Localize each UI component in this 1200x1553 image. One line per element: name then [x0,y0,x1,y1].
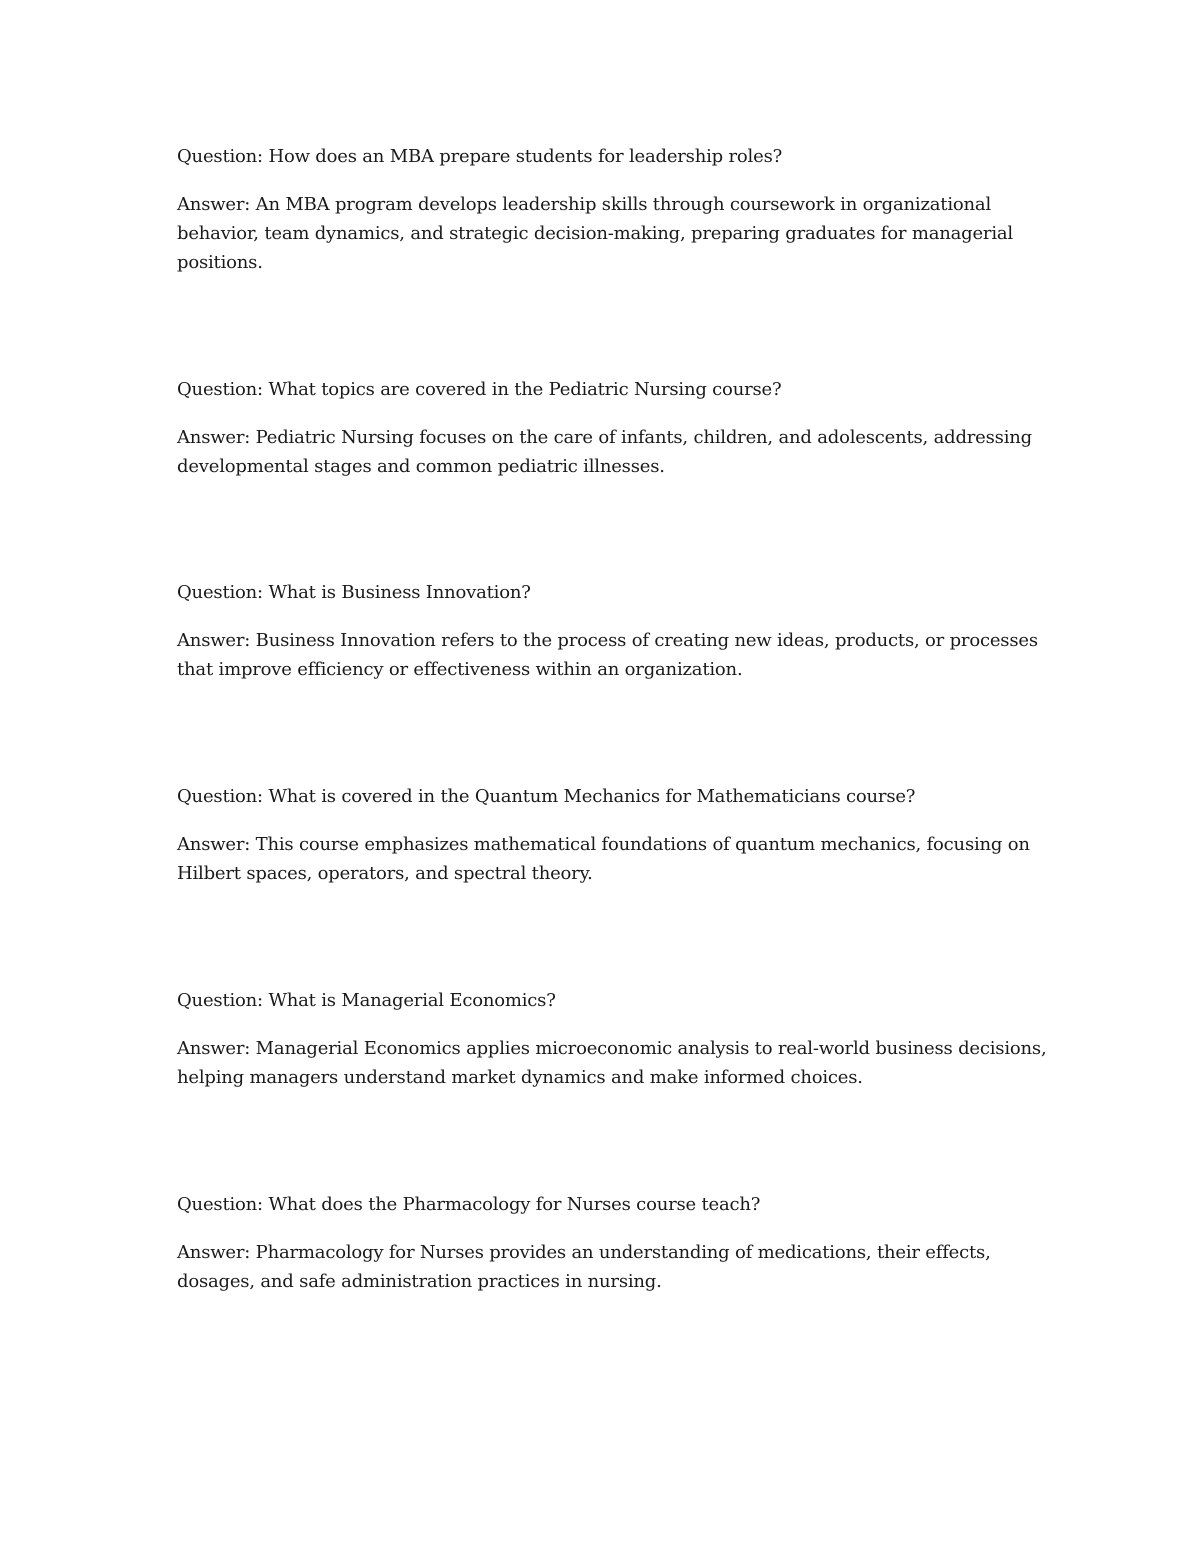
qa-entry [177,142,1047,277]
question-text: Question: What does the Pharmacology for Nurses course teach? [177,1194,761,1215]
qa-entry [177,375,1047,481]
answer-text: Answer: Business Innovation refers to the process of creating new ideas, products, or processes that improve efficiency or effectiveness within an organization. [177,630,1038,680]
answer-text: Answer: Pharmacology for Nurses provides an understanding of medications, their effects, dosages, and safe administration practices in nursing. [177,1242,991,1292]
answer-text: Answer: Pediatric Nursing focuses on the care of infants, children, and adolescents, addressing developmental stages and common pediatric illnesses. [177,427,1032,477]
qa-entry [177,986,1047,1092]
question-text: Question: What topics are covered in the Pediatric Nursing course? [177,379,782,400]
question-text: Question: What is Managerial Economics? [177,990,556,1011]
qa-entry [177,1190,1047,1296]
qa-entry [177,782,1047,888]
qa-entry [177,578,1047,684]
question-text: Question: What is Business Innovation? [177,582,531,603]
answer-text: Answer: This course emphasizes mathematical foundations of quantum mechanics, focusing on Hilbert spaces, operators, and spectral theory. [177,834,1030,884]
question-text: Question: How does an MBA prepare students for leadership roles? [177,146,783,167]
question-text: Question: What is covered in the Quantum Mechanics for Mathematicians course? [177,786,916,807]
answer-text: Answer: Managerial Economics applies microeconomic analysis to real-world business decisions, helping managers understand market dynamics and make informed choices. [177,1038,1047,1088]
answer-text: Answer: An MBA program develops leadership skills through coursework in organizational behavior, team dynamics, and strategic decision-making, preparing graduates for managerial positions. [177,194,1013,273]
